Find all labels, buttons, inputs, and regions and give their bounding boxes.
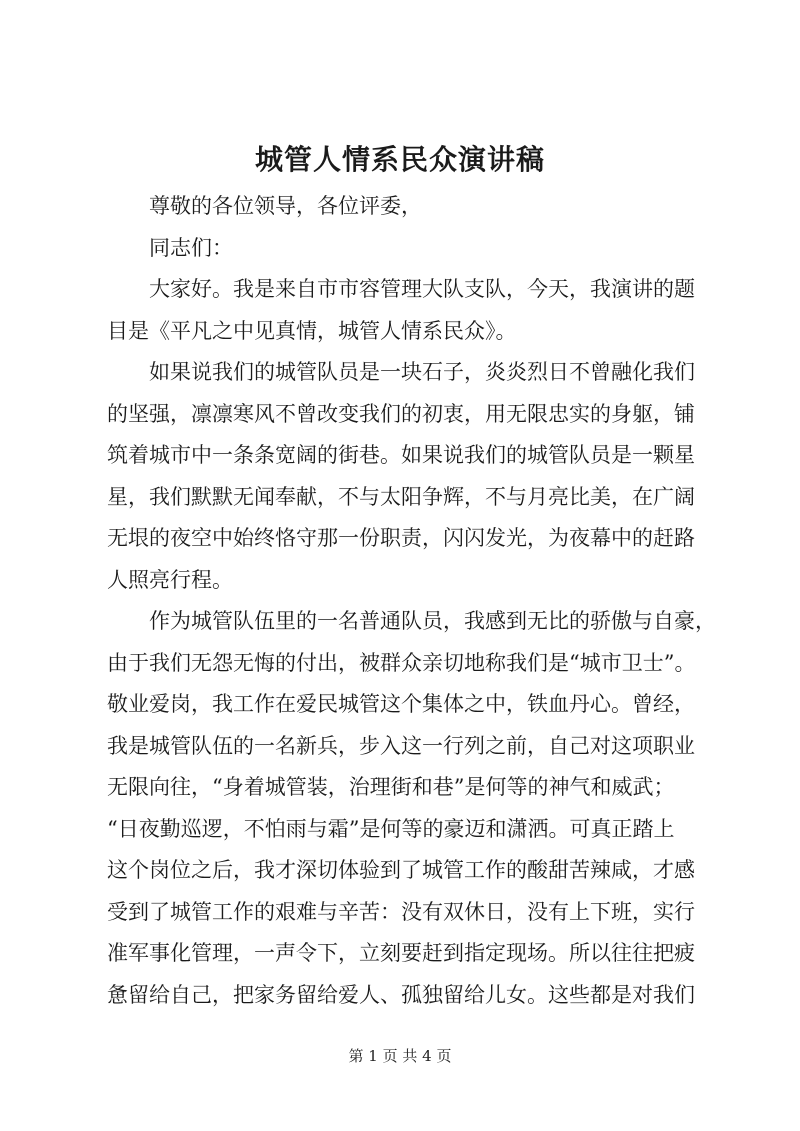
text-line: 作为城管队伍里的一名普通队员，我感到无比的骄傲与自豪，	[149, 609, 716, 633]
paragraph-salutation	[107, 186, 707, 228]
text-line: 大家好。我是来自市市容管理大队支队，今天，我演讲的题	[149, 277, 695, 301]
text-line: 同志们：	[149, 235, 233, 260]
text-line: 尊敬的各位领导，各位评委，	[149, 194, 422, 218]
paragraph-greeting	[107, 228, 707, 270]
text-line: 敬业爱岗，我工作在爱民城管这个集体之中，铁血丹心。曾经，	[107, 692, 695, 716]
text-line: 星，我们默默无闻奉献，不与太阳争辉，不与月亮比美，在广阔	[107, 484, 695, 509]
paragraph-member	[107, 601, 716, 1016]
text-line: 惫留给自己，把家务留给爱人、孤独留给儿女。这些都是对我们	[107, 982, 695, 1007]
paragraph-stone-star	[107, 352, 707, 601]
text-line: 无限向往，“身着城管装，治理街和巷”是何等的神气和威武；	[107, 775, 675, 799]
document-title: 城管人情系民众演讲稿	[254, 143, 545, 176]
text-line: 如果说我们的城管队员是一块石子，炎炎烈日不曾融化我们	[149, 360, 695, 384]
paragraph-intro	[107, 269, 707, 352]
text-line: 这个岗位之后，我才深切体验到了城管工作的酸甜苦辣咸，才感	[107, 858, 695, 882]
text-line: “日夜勤巡逻，不怕雨与霜”是何等的豪迈和潇洒。可真正踏上	[107, 816, 675, 841]
text-line: 筑着城市中一条条宽阔的街巷。如果说我们的城管队员是一颗星	[107, 443, 695, 467]
text-line: 目是《平凡之中见真情，城管人情系民众》。	[107, 318, 517, 343]
text-line: 无垠的夜空中始终恪守那一份职责，闪闪发光，为夜幕中的赶路	[107, 526, 695, 550]
text-line: 受到了城管工作的艰难与辛苦：没有双休日，没有上下班，实行	[107, 899, 695, 924]
text-line: 的坚强，凛凛寒风不曾改变我们的初衷，用无限忠实的身躯，铺	[107, 401, 695, 426]
document-body	[107, 186, 716, 1016]
text-line: 人照亮行程。	[107, 567, 233, 592]
text-line: 由于我们无怨无悔的付出，被群众亲切地称我们是“城市卫士”。	[107, 650, 696, 675]
page-number-footer: 第 1 页 共 4 页	[348, 1047, 452, 1065]
text-line: 准军事化管理，一声令下，立刻要赶到指定现场。所以往往把疲	[107, 941, 695, 965]
text-line: 我是城管队伍的一名新兵，步入这一行列之前，自己对这项职业	[107, 733, 695, 758]
